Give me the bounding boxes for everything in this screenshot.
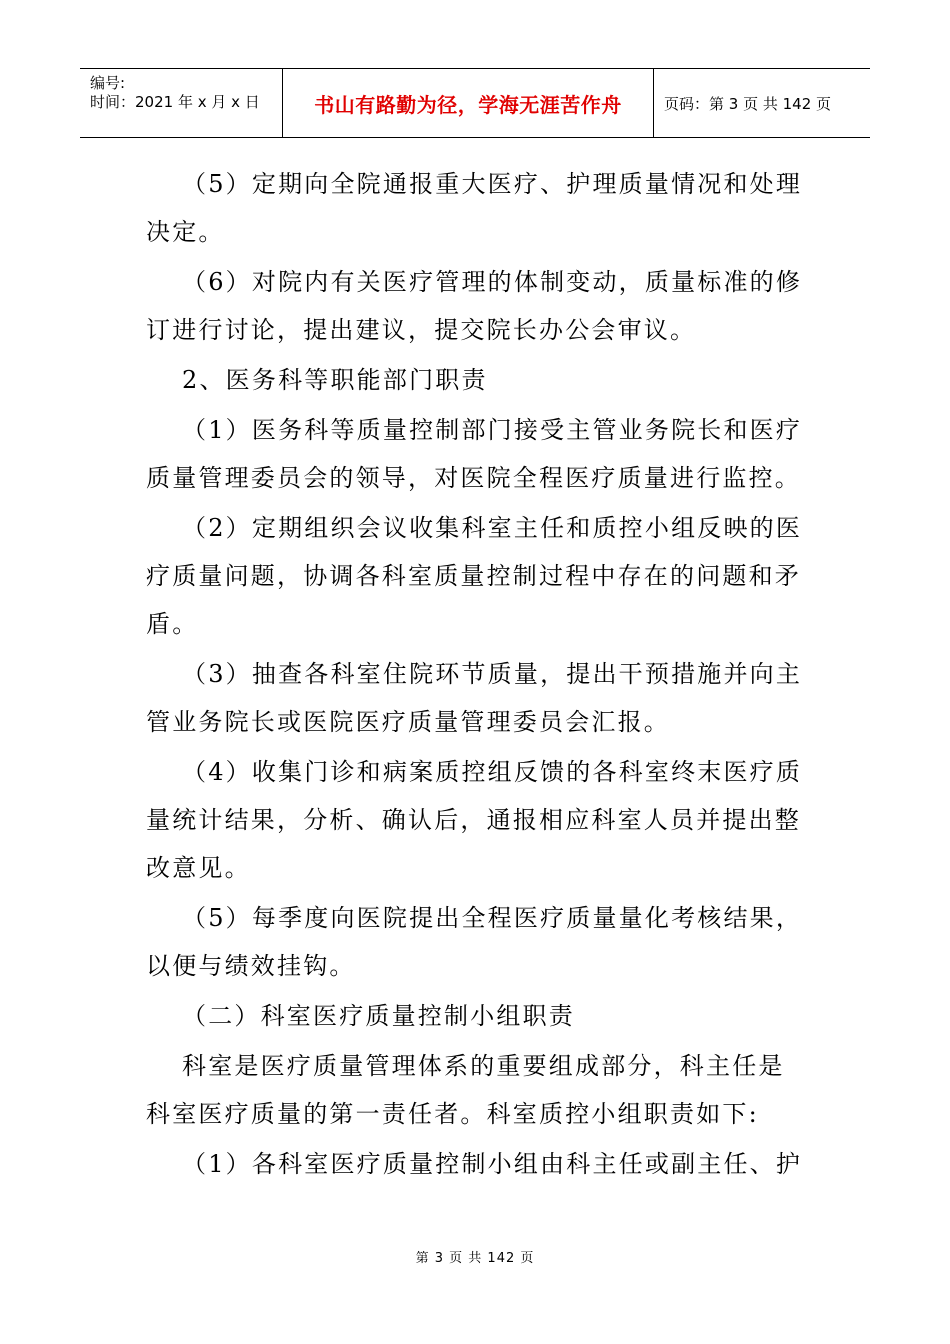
paragraph: （5）定期向全院通报重大医疗、护理质量情况和处理决定。 bbox=[146, 170, 803, 246]
header-page-number: 页码：第 3 页 共 142 页 bbox=[664, 94, 832, 113]
document-number-label: 编号: bbox=[90, 74, 126, 92]
header-motto-cell bbox=[283, 69, 654, 137]
paragraph: （1）医务科等质量控制部门接受主管业务院长和医疗质量管理委员会的领导，对医院全程医疗质量进行监控。 bbox=[146, 416, 803, 492]
paragraph: 科室是医疗质量管理体系的重要组成部分，科主任是科室医疗质量的第一责任者。科室质控小组职责如下: bbox=[146, 1052, 785, 1128]
paragraph: （2）定期组织会议收集科室主任和质控小组反映的医疗质量问题，协调各科室质量控制过程中存在的问题和矛盾。 bbox=[146, 514, 803, 638]
header-meta-cell bbox=[80, 69, 283, 137]
page-header bbox=[80, 68, 870, 138]
page-footer: 第 3 页 共 142 页 bbox=[415, 1251, 535, 1266]
section-heading: （二）科室医疗质量控制小组职责 bbox=[182, 1002, 575, 1030]
paragraph: （4）收集门诊和病案质控组反馈的各科室终末医疗质量统计结果，分析、确认后，通报相应科室人员并提出整改意见。 bbox=[146, 758, 803, 882]
header-page-cell bbox=[654, 69, 870, 137]
header-motto: 书山有路勤为径，学海无涯苦作舟 bbox=[314, 92, 622, 117]
paragraph: （5）每季度向医院提出全程医疗质量量化考核结果，以便与绩效挂钩。 bbox=[146, 904, 803, 980]
paragraph: （1）各科室医疗质量控制小组由科主任或副主任、护 bbox=[182, 1150, 803, 1178]
document-time-label: 时间：2021 年 x 月 x 日 bbox=[90, 93, 260, 111]
paragraph: （6）对院内有关医疗管理的体制变动，质量标准的修订进行讨论，提出建议，提交院长办公会审议。 bbox=[146, 268, 803, 344]
paragraph: （3）抽查各科室住院环节质量，提出干预措施并向主管业务院长或医院医疗质量管理委员会汇报。 bbox=[146, 660, 803, 736]
section-heading: 2、医务科等职能部门职责 bbox=[182, 366, 488, 394]
document-body bbox=[146, 160, 810, 1188]
